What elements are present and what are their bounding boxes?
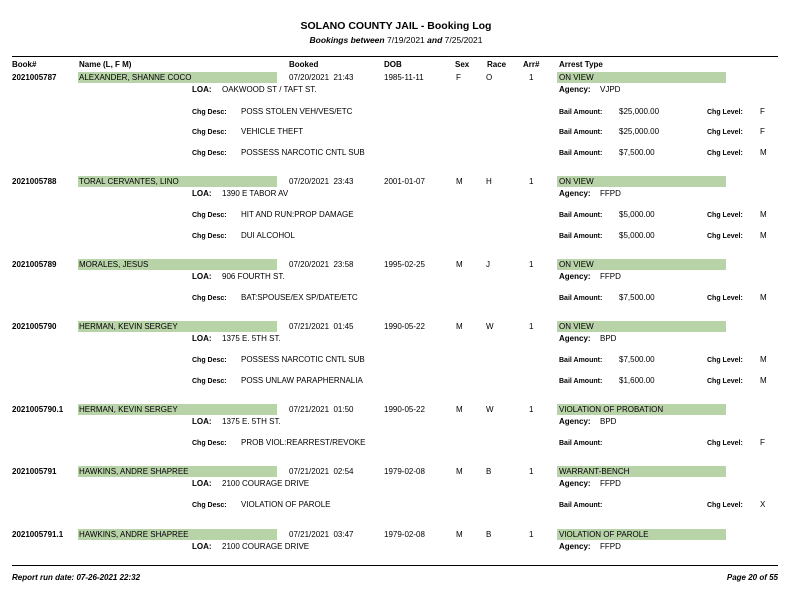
charge-desc: HIT AND RUN:PROP DAMAGE bbox=[241, 210, 354, 219]
col-race: Race bbox=[487, 60, 507, 69]
loa-value: OAKWOOD ST / TAFT ST. bbox=[222, 85, 317, 94]
bail-amount-label: Bail Amount: bbox=[559, 357, 603, 364]
inmate-name: HERMAN, KEVIN SERGEY bbox=[79, 322, 178, 331]
book-number: 2021005791.1 bbox=[12, 530, 64, 539]
charge-desc: VIOLATION OF PAROLE bbox=[241, 500, 331, 509]
charge-level-label: Chg Level: bbox=[707, 502, 743, 509]
sex: M bbox=[456, 467, 463, 476]
charge-desc: POSS UNLAW PARAPHERNALIA bbox=[241, 376, 363, 385]
booked-datetime: 07/20/2021 23:58 bbox=[289, 260, 354, 269]
dob: 1979-02-08 bbox=[384, 530, 425, 539]
booked-datetime: 07/20/2021 21:43 bbox=[289, 73, 354, 82]
bail-amount: $5,000.00 bbox=[619, 231, 655, 240]
date-from: 7/19/2021 bbox=[386, 35, 425, 45]
charge-desc: POSSESS NARCOTIC CNTL SUB bbox=[241, 355, 365, 364]
agency-label: Agency: bbox=[559, 272, 591, 281]
charge-level: M bbox=[760, 293, 767, 302]
agency-value: BPD bbox=[600, 417, 617, 426]
bail-amount-label: Bail Amount: bbox=[559, 440, 603, 447]
charge-desc-label: Chg Desc: bbox=[192, 129, 227, 136]
agency-label: Agency: bbox=[559, 479, 591, 488]
subtitle-prefix: Bookings between bbox=[309, 35, 385, 45]
loa-label: LOA: bbox=[192, 479, 212, 488]
bail-amount-label: Bail Amount: bbox=[559, 378, 603, 385]
charge-desc-label: Chg Desc: bbox=[192, 295, 227, 302]
race: W bbox=[486, 405, 494, 414]
bail-amount: $5,000.00 bbox=[619, 210, 655, 219]
inmate-name: ALEXANDER, SHANNE COCO bbox=[79, 73, 192, 82]
bail-amount: $1,600.00 bbox=[619, 376, 655, 385]
race: J bbox=[486, 260, 490, 269]
book-number: 2021005790.1 bbox=[12, 405, 64, 414]
agency-label: Agency: bbox=[559, 189, 591, 198]
charge-level: M bbox=[760, 231, 767, 240]
arrest-count: 1 bbox=[529, 73, 534, 82]
booked-datetime: 07/21/2021 03:47 bbox=[289, 530, 354, 539]
loa-label: LOA: bbox=[192, 272, 212, 281]
charge-level-label: Chg Level: bbox=[707, 357, 743, 364]
arrest-count: 1 bbox=[529, 405, 534, 414]
col-book: Book# bbox=[12, 60, 37, 69]
agency-label: Agency: bbox=[559, 334, 591, 343]
charge-level-label: Chg Level: bbox=[707, 129, 743, 136]
charge-level-label: Chg Level: bbox=[707, 295, 743, 302]
charge-level-label: Chg Level: bbox=[707, 212, 743, 219]
arrest-type: ON VIEW bbox=[559, 322, 594, 331]
bail-amount-label: Bail Amount: bbox=[559, 502, 603, 509]
loa-label: LOA: bbox=[192, 334, 212, 343]
charge-desc-label: Chg Desc: bbox=[192, 212, 227, 219]
race: W bbox=[486, 322, 494, 331]
charge-desc-label: Chg Desc: bbox=[192, 357, 227, 364]
loa-label: LOA: bbox=[192, 542, 212, 551]
booked-datetime: 07/21/2021 01:50 bbox=[289, 405, 354, 414]
bail-amount: $25,000.00 bbox=[619, 127, 660, 136]
charge-level: M bbox=[760, 148, 767, 157]
bail-amount: $7,500.00 bbox=[619, 293, 655, 302]
charge-desc-label: Chg Desc: bbox=[192, 233, 227, 240]
col-booked: Booked bbox=[289, 60, 319, 69]
agency-value: FFPD bbox=[600, 479, 621, 488]
charge-level: M bbox=[760, 355, 767, 364]
charge-desc-label: Chg Desc: bbox=[192, 502, 227, 509]
booked-datetime: 07/21/2021 01:45 bbox=[289, 322, 354, 331]
charge-desc: PROB VIOL:REARREST/REVOKE bbox=[241, 438, 366, 447]
agency-value: BPD bbox=[600, 334, 617, 343]
race: H bbox=[486, 177, 492, 186]
bail-amount-label: Bail Amount: bbox=[559, 109, 603, 116]
col-sex: Sex bbox=[455, 60, 470, 69]
dob: 2001-01-07 bbox=[384, 177, 425, 186]
arrest-type: VIOLATION OF PAROLE bbox=[559, 530, 649, 539]
dob: 1979-02-08 bbox=[384, 467, 425, 476]
bail-amount-label: Bail Amount: bbox=[559, 129, 603, 136]
charge-desc-label: Chg Desc: bbox=[192, 150, 227, 157]
charge-level: F bbox=[760, 127, 765, 136]
agency-label: Agency: bbox=[559, 542, 591, 551]
charge-desc: BAT:SPOUSE/EX SP/DATE/ETC bbox=[241, 293, 358, 302]
charge-desc-label: Chg Desc: bbox=[192, 378, 227, 385]
charge-desc: POSS STOLEN VEH/VES/ETC bbox=[241, 107, 353, 116]
agency-value: VJPD bbox=[600, 85, 621, 94]
agency-value: FFPD bbox=[600, 272, 621, 281]
dob: 1990-05-22 bbox=[384, 405, 425, 414]
sex: M bbox=[456, 322, 463, 331]
charge-level: F bbox=[760, 438, 765, 447]
race: B bbox=[486, 467, 492, 476]
bail-amount: $7,500.00 bbox=[619, 355, 655, 364]
bail-amount-label: Bail Amount: bbox=[559, 212, 603, 219]
sex: M bbox=[456, 405, 463, 414]
charge-desc: VEHICLE THEFT bbox=[241, 127, 304, 136]
arrest-type: WARRANT-BENCH bbox=[559, 467, 630, 476]
bail-amount-label: Bail Amount: bbox=[559, 150, 603, 157]
book-number: 2021005787 bbox=[12, 73, 57, 82]
charge-level-label: Chg Level: bbox=[707, 150, 743, 157]
book-number: 2021005788 bbox=[12, 177, 57, 186]
inmate-name: MORALES, JESUS bbox=[79, 260, 149, 269]
agency-value: FFPD bbox=[600, 542, 621, 551]
report-title: SOLANO COUNTY JAIL - Booking Log bbox=[300, 20, 492, 32]
dob: 1990-05-22 bbox=[384, 322, 425, 331]
charge-level-label: Chg Level: bbox=[707, 440, 743, 447]
report-run-date: Report run date: 07-26-2021 22:32 bbox=[12, 573, 141, 582]
date-to: 7/25/2021 bbox=[444, 35, 483, 45]
arrest-count: 1 bbox=[529, 322, 534, 331]
sex: F bbox=[456, 73, 461, 82]
page-number: Page 20 of 55 bbox=[726, 573, 778, 582]
book-number: 2021005790 bbox=[12, 322, 57, 331]
loa-value: 1375 E. 5TH ST. bbox=[222, 417, 281, 426]
sex: M bbox=[456, 530, 463, 539]
loa-label: LOA: bbox=[192, 189, 212, 198]
loa-value: 1390 E TABOR AV bbox=[222, 189, 289, 198]
col-name: Name (L, F M) bbox=[79, 60, 132, 69]
loa-label: LOA: bbox=[192, 85, 212, 94]
arrest-type: ON VIEW bbox=[559, 73, 594, 82]
arrest-type: ON VIEW bbox=[559, 177, 594, 186]
book-number: 2021005789 bbox=[12, 260, 57, 269]
agency-value: FFPD bbox=[600, 189, 621, 198]
race: O bbox=[486, 73, 493, 82]
booked-datetime: 07/21/2021 02:54 bbox=[289, 467, 354, 476]
charge-desc-label: Chg Desc: bbox=[192, 440, 227, 447]
report-subtitle bbox=[0, 35, 792, 45]
inmate-name: HAWKINS, ANDRE SHAPREE bbox=[79, 467, 189, 476]
charge-level-label: Chg Level: bbox=[707, 233, 743, 240]
dob: 1995-02-25 bbox=[384, 260, 425, 269]
arrest-count: 1 bbox=[529, 177, 534, 186]
bail-amount: $7,500.00 bbox=[619, 148, 655, 157]
arrest-count: 1 bbox=[529, 260, 534, 269]
loa-value: 2100 COURAGE DRIVE bbox=[222, 479, 310, 488]
charge-desc: DUI ALCOHOL bbox=[241, 231, 295, 240]
dob: 1985-11-11 bbox=[384, 73, 424, 82]
bail-amount-label: Bail Amount: bbox=[559, 295, 603, 302]
charge-level-label: Chg Level: bbox=[707, 378, 743, 385]
col-dob: DOB bbox=[384, 60, 402, 69]
arrest-count: 1 bbox=[529, 467, 534, 476]
bail-amount: $25,000.00 bbox=[619, 107, 660, 116]
header-rule bbox=[12, 56, 778, 57]
inmate-name: TORAL CERVANTES, LINO bbox=[79, 177, 179, 186]
charge-level: X bbox=[760, 500, 766, 509]
charge-desc: POSSESS NARCOTIC CNTL SUB bbox=[241, 148, 365, 157]
charge-desc-label: Chg Desc: bbox=[192, 109, 227, 116]
book-number: 2021005791 bbox=[12, 467, 57, 476]
inmate-name: HERMAN, KEVIN SERGEY bbox=[79, 405, 178, 414]
charge-level-label: Chg Level: bbox=[707, 109, 743, 116]
col-arrest-type: Arrest Type bbox=[559, 60, 603, 69]
charge-level: F bbox=[760, 107, 765, 116]
sex: M bbox=[456, 177, 463, 186]
booked-datetime: 07/20/2021 23:43 bbox=[289, 177, 354, 186]
agency-label: Agency: bbox=[559, 85, 591, 94]
agency-label: Agency: bbox=[559, 417, 591, 426]
arrest-count: 1 bbox=[529, 530, 534, 539]
footer-rule bbox=[12, 565, 778, 566]
race: B bbox=[486, 530, 492, 539]
inmate-name: HAWKINS, ANDRE SHAPREE bbox=[79, 530, 189, 539]
charge-level: M bbox=[760, 376, 767, 385]
sex: M bbox=[456, 260, 463, 269]
subtitle-and: and bbox=[427, 35, 443, 45]
loa-label: LOA: bbox=[192, 417, 212, 426]
col-arr: Arr# bbox=[523, 60, 540, 69]
loa-value: 1375 E. 5TH ST. bbox=[222, 334, 281, 343]
loa-value: 2100 COURAGE DRIVE bbox=[222, 542, 310, 551]
bail-amount-label: Bail Amount: bbox=[559, 233, 603, 240]
charge-level: M bbox=[760, 210, 767, 219]
loa-value: 906 FOURTH ST. bbox=[222, 272, 285, 281]
arrest-type: ON VIEW bbox=[559, 260, 594, 269]
arrest-type: VIOLATION OF PROBATION bbox=[559, 405, 664, 414]
